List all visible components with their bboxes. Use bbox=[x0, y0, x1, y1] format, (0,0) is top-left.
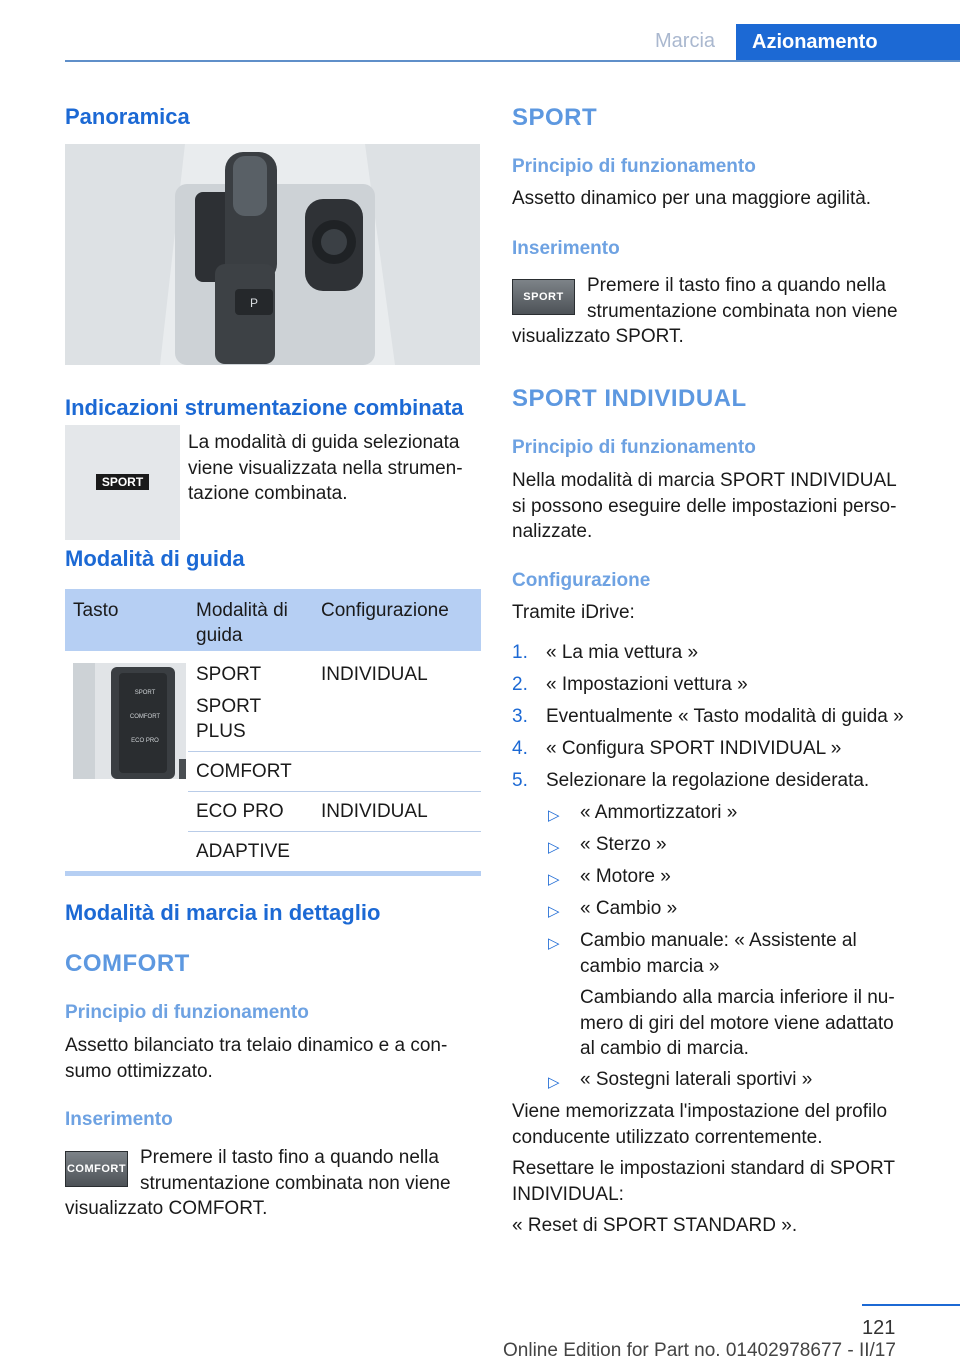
console-illustration bbox=[65, 144, 480, 365]
page-number: 121 bbox=[862, 1317, 896, 1339]
triangle-bullet-icon: ▷ bbox=[548, 871, 560, 888]
list-item: « Ammortizzatori » bbox=[580, 802, 738, 823]
comfort-insert-text-b: visualizzato COMFORT. bbox=[65, 1198, 268, 1219]
detail-title: Modalità di marcia in dettaglio bbox=[65, 900, 381, 925]
header-tab: Azionamento bbox=[736, 24, 960, 62]
list-item: « Motore » bbox=[580, 866, 671, 887]
reset-text: Resettare le impostazioni standard di SPORT INDIVIDUAL: bbox=[512, 1158, 895, 1205]
table-row: ADAPTIVE bbox=[196, 841, 290, 862]
table-cell-config: INDIVIDUAL bbox=[321, 664, 428, 685]
mode-switch-illustration bbox=[73, 663, 186, 779]
list-item: « La mia vettura » bbox=[546, 642, 699, 663]
list-item: « Cambio » bbox=[580, 898, 678, 919]
step-number: 2. bbox=[512, 674, 528, 695]
list-item: « Sterzo » bbox=[580, 834, 667, 855]
table-bottom-rule bbox=[65, 871, 481, 876]
comfort-insert-text-a: Premere il tasto fino a quando nella strumentazione combinata non viene bbox=[140, 1147, 451, 1194]
indiv-title: SPORT INDIVIDUAL bbox=[512, 385, 747, 412]
svg-text:SPORT: SPORT bbox=[134, 690, 156, 696]
comfort-insert-title: Inserimento bbox=[65, 1109, 173, 1130]
table-row: SPORT SPORT PLUS bbox=[196, 664, 262, 742]
row-divider bbox=[188, 751, 481, 752]
sport-insert-text-b: visualizzato SPORT. bbox=[512, 326, 684, 347]
triangle-bullet-icon: ▷ bbox=[548, 807, 560, 824]
console-photo bbox=[65, 144, 480, 365]
step-number: 4. bbox=[512, 738, 528, 759]
triangle-bullet-icon: ▷ bbox=[548, 935, 560, 952]
list-item: Eventualmente « Tasto modalità di guida » bbox=[546, 706, 904, 727]
comfort-principle-text: Assetto bilanciato tra telaio dinamico e a con‐ sumo ottimizzato. bbox=[65, 1035, 448, 1082]
display-title: Indicazioni strumentazione combinata bbox=[65, 395, 464, 420]
reset-action: « Reset di SPORT STANDARD ». bbox=[512, 1215, 798, 1236]
display-text: La modalità di guida selezionata viene visualizzata nella strumen‐ tazione combinata. bbox=[188, 432, 463, 504]
table-header-key: Tasto bbox=[73, 600, 119, 621]
table-row: ECO PRO bbox=[196, 801, 284, 822]
list-item: Selezionare la regolazione desiderata. bbox=[546, 770, 870, 791]
step-number: 5. bbox=[512, 770, 528, 791]
list-item-note: Cambiando alla marcia inferiore il nu‐ mero di giri del motore viene adattato al cambio di marcia. bbox=[580, 987, 895, 1059]
sport-principle-text: Assetto dinamico per una maggiore agilità. bbox=[512, 188, 872, 209]
table-row: COMFORT bbox=[196, 761, 292, 782]
indiv-principle-text: Nella modalità di marcia SPORT INDIVIDUAL si possono eseguire delle impostazioni perso‐ nalizzate. bbox=[512, 470, 897, 542]
config-title: Configurazione bbox=[512, 570, 651, 591]
svg-text:ECO PRO: ECO PRO bbox=[131, 738, 159, 744]
step-number: 1. bbox=[512, 642, 528, 663]
header-rule bbox=[65, 60, 960, 62]
modes-title: Modalità di guida bbox=[65, 546, 245, 571]
stored-text: Viene memorizzata l'impostazione del profilo conducente utilizzato correntemente. bbox=[512, 1101, 888, 1148]
display-sport-badge: SPORT bbox=[96, 474, 149, 490]
svg-text:COMFORT: COMFORT bbox=[129, 714, 161, 720]
table-header-mode: Modalità di guida bbox=[196, 600, 288, 646]
table-cell-config: INDIVIDUAL bbox=[321, 801, 428, 822]
overview-title: Panoramica bbox=[65, 104, 190, 129]
list-item: Cambio manuale: « Assistente al cambio marcia » bbox=[580, 930, 857, 977]
list-item: « Impostazioni vettura » bbox=[546, 674, 748, 695]
mode-button-image bbox=[73, 663, 186, 779]
sport-title: SPORT bbox=[512, 104, 598, 131]
table-header-config: Configurazione bbox=[321, 600, 449, 621]
triangle-bullet-icon: ▷ bbox=[548, 1074, 560, 1091]
indiv-principle-title: Principio di funzionamento bbox=[512, 437, 756, 458]
row-divider bbox=[188, 831, 481, 832]
row-divider bbox=[188, 791, 481, 792]
footer-rule bbox=[862, 1304, 960, 1306]
sport-principle-title: Principio di funzionamento bbox=[512, 156, 756, 177]
comfort-button-image: COMFORT bbox=[65, 1151, 128, 1187]
triangle-bullet-icon: ▷ bbox=[548, 839, 560, 856]
list-item: « Sostegni laterali sportivi » bbox=[580, 1069, 813, 1090]
triangle-bullet-icon: ▷ bbox=[548, 903, 560, 920]
list-item: « Configura SPORT INDIVIDUAL » bbox=[546, 738, 842, 759]
comfort-title: COMFORT bbox=[65, 950, 190, 977]
edition-footer: Online Edition for Part no. 01402978677 - II/17 bbox=[503, 1340, 896, 1361]
header-section: Marcia bbox=[655, 30, 716, 52]
sport-insert-title: Inserimento bbox=[512, 238, 620, 259]
step-number: 3. bbox=[512, 706, 528, 727]
sport-button-image: SPORT bbox=[512, 279, 575, 315]
config-intro: Tramite iDrive: bbox=[512, 602, 635, 623]
comfort-principle-title: Principio di funzionamento bbox=[65, 1002, 309, 1023]
svg-text:P: P bbox=[249, 296, 259, 310]
sport-insert-text-a: Premere il tasto fino a quando nella strumentazione combinata non viene bbox=[587, 275, 898, 322]
display-image bbox=[65, 425, 180, 540]
